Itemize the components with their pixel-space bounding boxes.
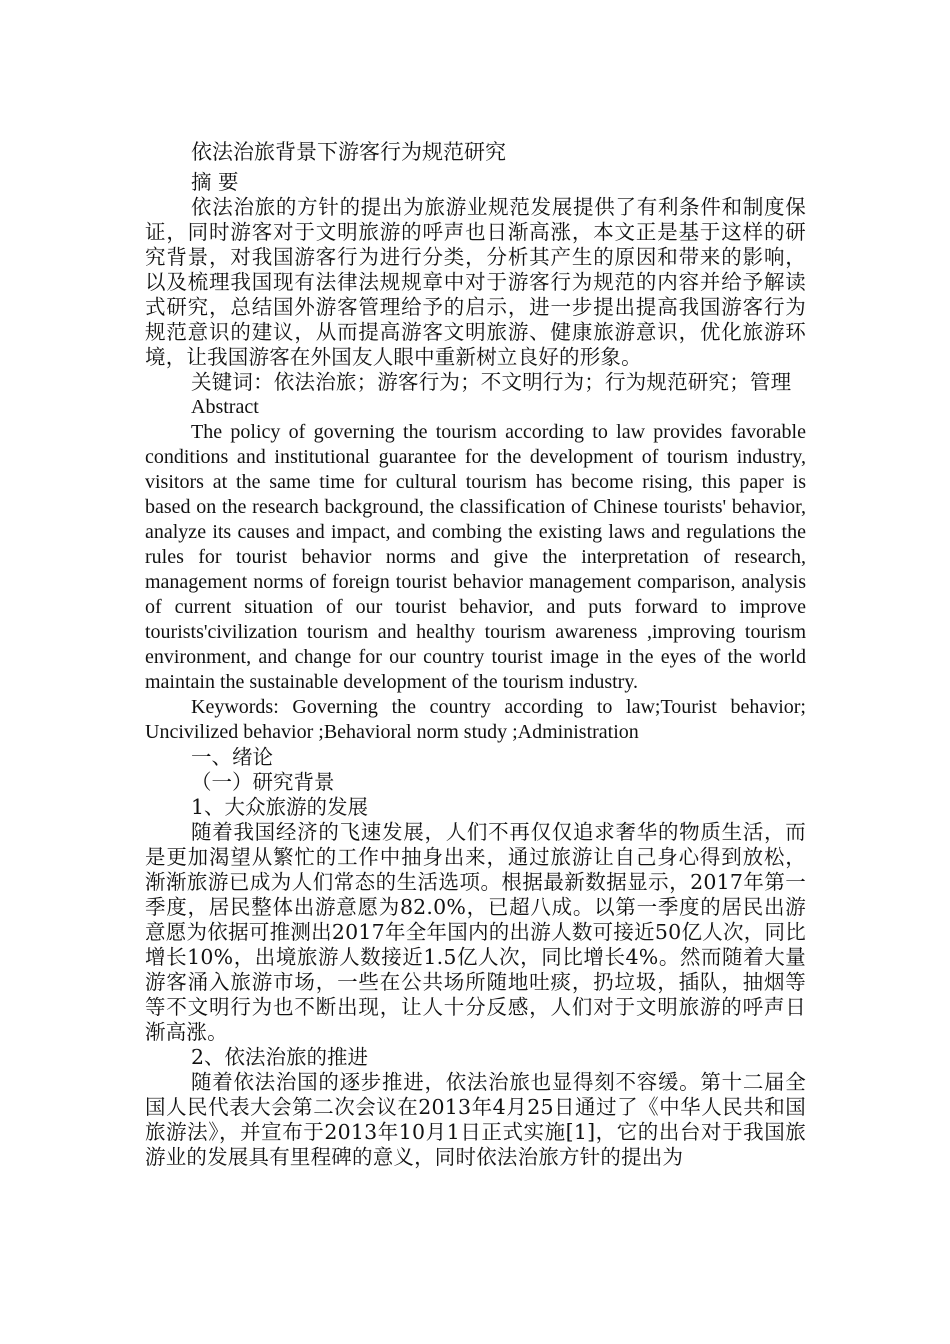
item-body: 随着依法治国的逐步推进，依法治旅也显得刻不容缓。第十二届全国人民代表大会第二次会议在2013年4月25日通过了《中华人民共和国旅游法》，并宣布于2013年10月1日正式实施[1]，它的出台对于我国旅游业的发展具有里程碑的意义，同时依法治旅方针的提出为 <box>145 1070 806 1169</box>
section-heading: 一、绪论 <box>191 745 273 769</box>
abstract-cn-heading: 摘 要 <box>191 170 239 194</box>
subsection-heading: （一）研究背景 <box>191 770 335 794</box>
abstract-en-heading: Abstract <box>191 396 259 418</box>
item-body: 随着我国经济的飞速发展，人们不再仅仅追求奢华的物质生活，而是更加渴望从繁忙的工作中抽身出来，通过旅游让自己身心得到放松，渐渐旅游已成为人们常态的生活选项。根据最新数据显示，2017年第一季度，居民整体出游意愿为82.0%，已超八成。以第一季度的居民出游意愿为依据可推测出2017年全年国内的出游人数可接近50亿人次，同比增长10%，出境旅游人数接近1.5亿人次，同比增长4%。然而随着大量游客涌入旅游市场，一些在公共场所随地吐痰，扔垃圾，插队，抽烟等等不文明行为也不断出现，让人十分反感，人们对于文明旅游的呼声日渐高涨。 <box>145 820 806 1044</box>
abstract-cn-body: 依法治旅的方针的提出为旅游业规范发展提供了有利条件和制度保证，同时游客对于文明旅游的呼声也日渐高涨，本文正是基于这样的研究背景，对我国游客行为进行分类，分析其产生的原因和带来的影响，以及梳理我国现有法律法规规章中对于游客行为规范的内容并给予解读式研究，总结国外游客管理给予的启示，进一步提出提高我国游客行为规范意识的建议，从而提高游客文明旅游、健康旅游意识，优化旅游环境，让我国游客在外国友人眼中重新树立良好的形象。 <box>145 195 806 369</box>
document-page <box>145 137 806 1170</box>
document-title: 依法治旅背景下游客行为规范研究 <box>191 140 506 164</box>
abstract-en-body: The policy of governing the tourism according to law provides favorable conditions and institutional guarantee for the development of tourism industry, visitors at the same time for cultural tourism has become rising, this paper is based on the research background, the classification of Chinese tourists' behavior, analyze its causes and impact, and combing the existing laws and regulations the rules for tourist behavior norms and give the interpretation of research, management norms of foreign tourist behavior management comparison, analysis of current situation of our tourist behavior, and puts forward to improve tourists'civilization tourism and healthy tourism awareness ,improving tourism environment, and change for our country tourist image in the eyes of the world maintain the sustainable development of the tourism industry. <box>145 421 806 693</box>
abstract-en-keywords: Keywords: Governing the country according to law;Tourist behavior; Uncivilized behavior ;Behavioral norm study ;Administration <box>145 696 806 743</box>
item-heading: 2、依法治旅的推进 <box>191 1045 369 1069</box>
item-heading: 1、大众旅游的发展 <box>191 795 369 819</box>
abstract-cn-keywords: 关键词：依法治旅；游客行为；不文明行为；行为规范研究；管理 <box>191 370 792 394</box>
